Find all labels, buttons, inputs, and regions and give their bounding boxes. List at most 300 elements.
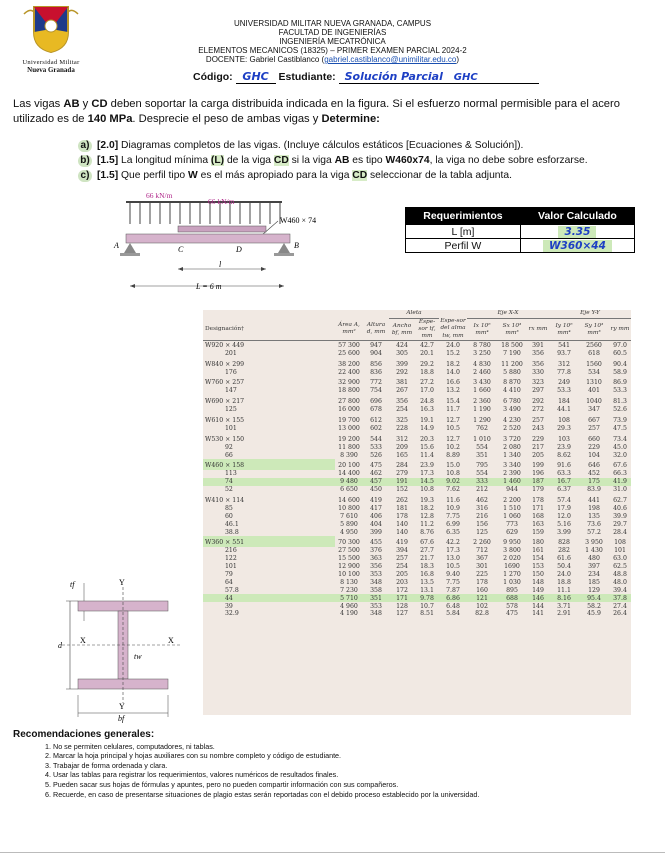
table-cell: 257 (396, 555, 408, 563)
problem-statement: Las vigas AB y CD deben soportar la carga distribuida indicada en la figura. Si el esfuerzo normal permisible para el acero utilizado es de 140 MPa. Desprecie el peso de ambas vigas y Determine: (13, 98, 620, 125)
table-cell: 1 190 (473, 406, 491, 414)
table-cell: 1 430 (585, 547, 603, 555)
table-cell: 14 600 (338, 496, 360, 504)
table-cell: 3 950 (585, 539, 603, 547)
table-row (203, 395, 631, 406)
table-cell: 363 (370, 555, 382, 563)
table-cell: W760 × 257 (205, 379, 245, 387)
table-cell: 254 (396, 406, 408, 414)
table-cell: 16.6 (446, 379, 460, 387)
table-cell: 15.0 (446, 462, 460, 470)
table-cell: 25 600 (338, 349, 360, 357)
table-cell: 67.6 (420, 539, 434, 547)
dim-L: L = 6 m (196, 282, 222, 291)
table-cell: 2 360 (473, 398, 491, 406)
table-cell: 108 (614, 539, 626, 547)
table-cell: 351 (476, 451, 488, 459)
head-altura: Altura d, mm (366, 322, 386, 336)
table-cell: 475 (370, 462, 382, 470)
table-cell: 6.99 (446, 520, 460, 528)
table-row (203, 368, 631, 376)
table-cell: 353 (370, 602, 382, 610)
table-cell: 3 250 (473, 349, 491, 357)
table-cell: 12.7 (446, 435, 460, 443)
table-cell: 184 (558, 398, 570, 406)
table-cell: 356 (396, 398, 408, 406)
table-cell: W530 × 150 (205, 435, 245, 443)
table-cell: 7.62 (446, 486, 460, 494)
table-cell: 203 (396, 578, 408, 586)
teacher-line: DOCENTE: Gabriel Castiblanco (gabriel.castiblanco@unimilitar.edu.co) (205, 55, 460, 64)
table-cell: 16 000 (338, 406, 360, 414)
table-cell: 301 (476, 563, 488, 571)
table-cell: 32 900 (338, 379, 360, 387)
w-shapes-table (203, 310, 631, 715)
table-cell: 67.6 (613, 462, 627, 470)
table-cell: 544 (370, 435, 382, 443)
table-cell: 66 (225, 451, 233, 459)
student-value: Solución Parcial (344, 70, 443, 83)
table-cell: 3.99 (557, 528, 571, 536)
table-cell: 9 480 (335, 478, 363, 486)
head-tw: Espe-sor del alma tw, mm (440, 318, 466, 340)
table-cell: 92 (225, 443, 233, 451)
table-cell: 144 (532, 602, 544, 610)
table-cell: 73.4 (613, 435, 627, 443)
table-row (203, 536, 631, 547)
table-cell: 172 (396, 586, 408, 594)
table-cell: 419 (370, 496, 382, 504)
table-cell: 257 (588, 424, 600, 432)
table-cell: 171 (532, 504, 544, 512)
student-initials: GHC (453, 72, 478, 83)
table-cell: 41.9 (609, 478, 631, 486)
table-cell: 159 (532, 528, 544, 536)
table-cell: 102 (476, 602, 488, 610)
head-ix: Ix 10⁶ mm⁴ (473, 322, 491, 336)
table-cell: 53.3 (557, 387, 571, 395)
table-row (203, 424, 631, 432)
header-line-3: INGENIERÍA MECATRÓNICA (279, 37, 386, 46)
table-cell: 149 (532, 586, 544, 594)
table-cell: 3 340 (503, 462, 521, 470)
table-cell: 11.7 (446, 406, 460, 414)
table-cell: 15 500 (338, 555, 360, 563)
table-row (203, 610, 631, 618)
table-cell: 10.5 (446, 424, 460, 432)
table-cell: W840 × 299 (205, 360, 245, 368)
table-cell: 42.7 (420, 341, 434, 349)
table-cell: 17.3 (446, 547, 460, 555)
table-cell: 229 (532, 435, 544, 443)
table-cell: 234 (588, 570, 600, 578)
table-cell: 23.9 (420, 462, 434, 470)
table-row (203, 586, 631, 594)
table-cell: 121 (467, 594, 497, 602)
table-cell: 79 (225, 570, 233, 578)
table-cell: 104 (588, 451, 600, 459)
label-y-top: Y (119, 578, 125, 587)
table-row (203, 406, 631, 414)
header-line-2: FACULTAD DE INGENIERÍAS (278, 28, 387, 37)
table-row (203, 555, 631, 563)
table-cell: 6.48 (446, 602, 460, 610)
table-cell: 6 780 (503, 398, 521, 406)
table-cell: 38 200 (338, 360, 360, 368)
table-cell: 534 (588, 368, 600, 376)
table-cell: 61.6 (557, 555, 571, 563)
table-cell: 165 (396, 451, 408, 459)
table-cell: 257 (532, 416, 544, 424)
table-cell: 8.89 (446, 451, 460, 459)
table-cell: 24.0 (446, 341, 460, 349)
table-cell: 60 (225, 512, 233, 520)
table-cell: 45.9 (587, 610, 601, 618)
table-cell: 125 (225, 406, 237, 414)
table-cell: 4 190 (340, 610, 358, 618)
table-cell: 44.1 (557, 406, 571, 414)
req-col-2: Valor Calculado (520, 208, 634, 225)
requirements-table (405, 207, 635, 253)
table-cell: 74 (203, 478, 335, 486)
table-cell: 168 (532, 512, 544, 520)
table-cell: 305 (396, 349, 408, 357)
recommendation-item: 1. No se permiten celulares, computadores, ni tablas. (53, 742, 653, 752)
table-cell: 179 (532, 486, 544, 494)
table-cell: 185 (588, 578, 600, 586)
table-cell: 646 (588, 462, 600, 470)
table-cell: 452 (588, 470, 600, 478)
table-cell: 129 (588, 586, 600, 594)
w-shapes-body (203, 341, 631, 618)
table-cell: 351 (363, 594, 389, 602)
table-cell: 267 (396, 387, 408, 395)
table-cell: 178 (532, 496, 544, 504)
table-cell: 4 230 (503, 416, 521, 424)
table-cell: 39.4 (613, 586, 627, 594)
table-cell: W460 × 158 (203, 459, 335, 470)
table-cell: 21.7 (420, 555, 434, 563)
table-cell: 533 (370, 443, 382, 451)
table-cell: 1 660 (473, 387, 491, 395)
table-cell: 462 (476, 496, 488, 504)
table-row (203, 528, 631, 536)
table-cell: 180 (532, 539, 544, 547)
table-cell: 11.6 (446, 496, 460, 504)
table-cell: 187 (527, 478, 549, 486)
table-row (203, 547, 631, 555)
table-cell: 42.2 (446, 539, 460, 547)
table-cell: 795 (476, 462, 488, 470)
req-value: W360×44 (520, 239, 634, 253)
table-cell: 11.2 (420, 520, 434, 528)
table-cell: 947 (370, 341, 382, 349)
table-cell: 17.9 (557, 504, 571, 512)
table-cell: 325 (396, 416, 408, 424)
table-cell: 10 100 (338, 570, 360, 578)
table-cell: 150 (532, 570, 544, 578)
table-cell: 29.7 (613, 520, 627, 528)
table-cell: 399 (370, 528, 382, 536)
table-cell: 417 (370, 504, 382, 512)
table-row (203, 357, 631, 368)
table-cell: 4 950 (340, 528, 358, 536)
table-row (203, 341, 631, 349)
table-cell: 5 710 (335, 594, 363, 602)
distributed-load (126, 201, 282, 224)
req-name: L [m] (406, 225, 521, 239)
table-cell: 163 (532, 520, 544, 528)
table-cell: 10.9 (446, 504, 460, 512)
table-cell: 419 (396, 539, 408, 547)
table-cell: 39 (225, 602, 233, 610)
table-cell: 201 (225, 349, 237, 357)
table-cell: 394 (396, 547, 408, 555)
table-cell: 13.1 (420, 586, 434, 594)
table-cell: 1 270 (503, 570, 521, 578)
table-cell: 8.51 (420, 610, 434, 618)
table-cell: 11 200 (501, 360, 523, 368)
table-cell: 347 (588, 406, 600, 414)
table-cell: 205 (396, 570, 408, 578)
table-cell: 101 (614, 547, 626, 555)
table-cell: 348 (370, 578, 382, 586)
table-cell: 381 (396, 379, 408, 387)
table-cell: 32.0 (613, 451, 627, 459)
table-cell: 356 (532, 349, 544, 357)
table-cell: 58.2 (587, 602, 601, 610)
table-cell: 333 (467, 478, 497, 486)
table-cell: 1 030 (503, 578, 521, 586)
recommendation-item: 3. Trabajar de forma ordenada y clara. (53, 761, 653, 771)
code-label: Código: (193, 71, 233, 83)
table-cell: 154 (532, 555, 544, 563)
table-row (203, 443, 631, 451)
table-cell: 62.7 (613, 496, 627, 504)
table-cell: 45.0 (613, 443, 627, 451)
table-cell: 20 100 (338, 462, 360, 470)
table-cell: 526 (370, 451, 382, 459)
table-cell: 8 130 (340, 578, 358, 586)
table-cell: 9.78 (415, 594, 439, 602)
table-cell: 52 (225, 486, 233, 494)
table-cell: 178 (396, 512, 408, 520)
label-tw: tw (134, 652, 142, 661)
exam-header (0, 19, 665, 64)
table-row (203, 512, 631, 520)
table-cell: 97.0 (613, 341, 627, 349)
table-cell: 161 (532, 547, 544, 555)
table-cell: 6 650 (340, 486, 358, 494)
table-cell: 18 800 (338, 387, 360, 395)
table-cell: 160 (476, 586, 488, 594)
table-cell: 3 430 (473, 379, 491, 387)
teacher-email-link[interactable]: gabriel.castiblanco@unimilitar.edu.co (324, 55, 457, 64)
table-cell: 13.5 (420, 578, 434, 586)
table-cell: 356 (532, 360, 544, 368)
table-cell: 122 (225, 555, 237, 563)
table-cell: 399 (396, 360, 408, 368)
table-cell: 18.2 (446, 360, 460, 368)
table-row (203, 414, 631, 425)
table-cell: 353 (370, 570, 382, 578)
table-cell: 312 (558, 360, 570, 368)
table-cell: 20.3 (420, 435, 434, 443)
table-row (203, 470, 631, 478)
table-cell: 8.16 (549, 594, 579, 602)
point-d: D (236, 245, 242, 254)
table-cell: 4 830 (473, 360, 491, 368)
table-cell: 772 (370, 379, 382, 387)
table-cell: 57.2 (587, 528, 601, 536)
point-a: A (114, 241, 119, 250)
table-cell: 3 720 (503, 435, 521, 443)
table-cell: 404 (370, 520, 382, 528)
table-cell: 48.8 (613, 570, 627, 578)
table-cell: 2.91 (557, 610, 571, 618)
table-cell: 47.5 (613, 424, 627, 432)
table-cell: 8 390 (340, 451, 358, 459)
table-cell: 5 880 (503, 368, 521, 376)
table-cell: 73.6 (587, 520, 601, 528)
table-cell: 348 (370, 610, 382, 618)
table-cell: 103 (558, 435, 570, 443)
table-row (203, 504, 631, 512)
table-cell: 31.0 (613, 486, 627, 494)
table-cell: 678 (370, 406, 382, 414)
point-b: B (294, 241, 299, 250)
table-cell: 13.2 (446, 387, 460, 395)
table-cell: 81.3 (613, 398, 627, 406)
table-cell: 254 (396, 563, 408, 571)
table-cell: 24.8 (420, 398, 434, 406)
table-cell: 5.16 (557, 520, 571, 528)
table-cell: 209 (396, 443, 408, 451)
table-cell: 1 460 (497, 478, 527, 486)
table-cell: 12.7 (446, 416, 460, 424)
question-b: b) [1.5] La longitud mínima (L) de la viga CD si la viga AB es tipo W460x74, la viga no debe sobre esforzarse. (78, 154, 588, 167)
table-cell: 127 (396, 610, 408, 618)
table-row (203, 451, 631, 459)
table-cell: 27.2 (420, 379, 434, 387)
table-cell: 12.8 (420, 512, 434, 520)
table-cell: 113 (225, 470, 237, 478)
table-cell: 62.5 (613, 563, 627, 571)
table-cell: 401 (588, 387, 600, 395)
table-cell: 629 (506, 528, 518, 536)
question-a: a) [2.0] Diagramas completos de las vigas. (Incluye cálculos estáticos [Ecuaciones & Solución]). (78, 139, 523, 152)
table-cell: 125 (476, 528, 488, 536)
table-cell: 1 060 (503, 512, 521, 520)
table-cell: 14.5 (415, 478, 439, 486)
table-cell: 2 460 (473, 368, 491, 376)
table-cell: 18.8 (420, 368, 434, 376)
head-area: Área A, mm² (338, 322, 360, 336)
student-line (193, 70, 593, 84)
table-cell: 66.3 (613, 470, 627, 478)
table-cell: 10.2 (446, 443, 460, 451)
beam-ab (126, 234, 290, 243)
table-cell: 688 (497, 594, 527, 602)
table-cell: 73.9 (613, 416, 627, 424)
table-cell: 9.40 (446, 570, 460, 578)
table-cell: 48.0 (613, 578, 627, 586)
table-cell: 297 (532, 387, 544, 395)
table-cell: W610 × 155 (205, 416, 245, 424)
table-cell: W920 × 449 (205, 341, 245, 349)
table-cell: W410 × 114 (205, 496, 245, 504)
table-cell: 44 (203, 594, 335, 602)
table-cell: 1690 (504, 563, 520, 571)
header-line-4: ELEMENTOS MECANICOS (18325) – PRIMER EXAMEN PARCIAL 2024-2 (198, 46, 467, 55)
table-cell: 272 (532, 406, 544, 414)
question-c: c) [1.5] Que perfil tipo W es el más apropiado para la viga CD seleccionar de la tabla adjunta. (78, 169, 512, 182)
req-name: Perfil W (406, 239, 521, 253)
table-cell: 480 (588, 555, 600, 563)
label-bf: bf (118, 714, 125, 723)
table-cell: 2 080 (503, 443, 521, 451)
table-cell: 1310 (586, 379, 602, 387)
table-cell: 1 340 (503, 451, 521, 459)
student-label: Estudiante: (278, 71, 336, 83)
head-designacion: Designación† (205, 325, 245, 332)
table-cell: 19.1 (420, 416, 434, 424)
header-line-1: UNIVERSIDAD MILITAR NUEVA GRANADA, CAMPUS (233, 19, 432, 28)
table-row (203, 387, 631, 395)
label-x-right: X (168, 636, 174, 645)
table-row (203, 520, 631, 528)
table-cell: 554 (476, 443, 488, 451)
table-cell: 457 (363, 478, 389, 486)
table-cell: 10.8 (420, 486, 434, 494)
table-cell: 397 (588, 563, 600, 571)
table-cell: 8 780 (473, 341, 491, 349)
beam-figure (112, 190, 352, 300)
table-cell: 140 (396, 520, 408, 528)
table-cell: 1560 (586, 360, 602, 368)
table-cell: 27.7 (420, 547, 434, 555)
table-cell: 541 (558, 341, 570, 349)
table-cell: 7.75 (446, 512, 460, 520)
table-cell: 152 (396, 486, 408, 494)
table-cell: 156 (476, 520, 488, 528)
table-cell: 83.9 (587, 486, 601, 494)
recommendations (13, 730, 653, 799)
table-cell: 196 (532, 470, 544, 478)
table-cell: 11 800 (338, 443, 360, 451)
label-tf: tf (70, 580, 75, 589)
table-row (203, 602, 631, 610)
table-cell: 1 290 (473, 416, 491, 424)
table-cell: 57.4 (557, 496, 571, 504)
table-cell: 462 (370, 470, 382, 478)
load-label-1: 66 kN/m (146, 191, 173, 200)
table-cell: 828 (558, 539, 570, 547)
recommendation-item: 4. Usar las tablas para registrar los requerimientos, valores numéricos de resultados finales. (53, 770, 653, 780)
recommendation-item: 6. Recuerde, en caso de presentarse situaciones de plagio estas serán reportadas con el debido proceso establecido por la universidad. (53, 790, 653, 800)
head-aleta: Aleta (389, 310, 439, 318)
label-d: d (58, 641, 62, 650)
table-row (203, 486, 631, 494)
table-cell: 8 870 (503, 379, 521, 387)
table-cell: 15.2 (446, 349, 460, 357)
table-cell: 6.37 (557, 486, 571, 494)
recommendations-title: Recomendaciones generales: (13, 729, 155, 740)
table-cell: 10.7 (420, 602, 434, 610)
table-cell: 11.1 (557, 586, 571, 594)
head-iy: Iy 10⁶ mm⁴ (555, 322, 573, 336)
table-row (203, 563, 631, 571)
